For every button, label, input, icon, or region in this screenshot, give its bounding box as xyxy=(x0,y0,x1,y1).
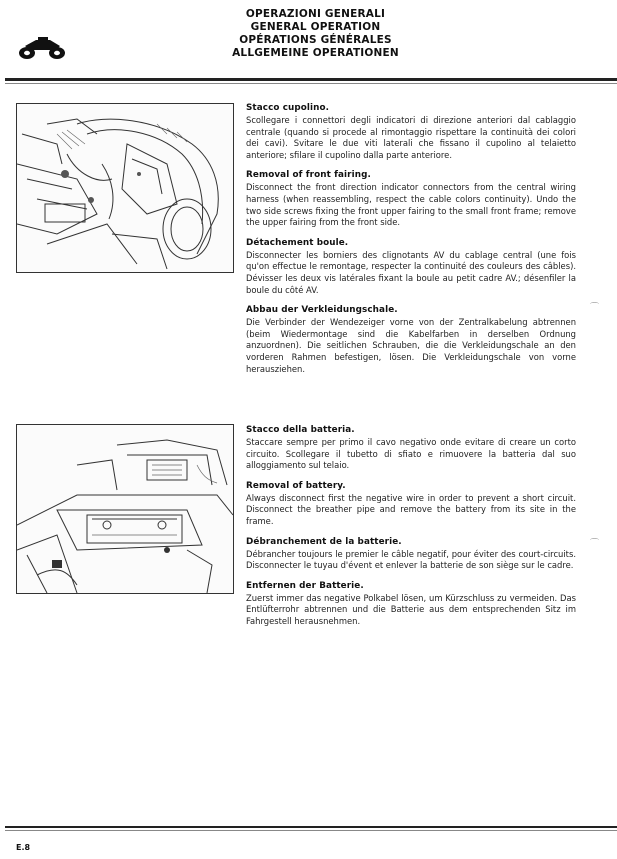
paragraph-en: Disconnect the front direction indicator connectors from the central wiring harness (when reassembling, respect the cable colors continuity). Undo the two side screws fixing the front upper fairing to the small front frame; remove the upper fairing from the front side. xyxy=(246,182,576,228)
heading-en: Removal of front fairing. xyxy=(246,170,371,181)
section-front-fairing xyxy=(246,102,576,375)
heading-fr: Débranchement de la batterie. xyxy=(246,536,402,547)
top-divider xyxy=(5,78,617,81)
paragraph-fr: Débrancher toujours le premier le câble negatif, pour éviter des court-circuits. Disconnecter le tuyau d'évent et enlever la batterie de son siège sur le cadre. xyxy=(246,548,576,571)
page-number: E.8 xyxy=(16,843,31,852)
front-fairing-illustration xyxy=(16,103,234,273)
title-it: OPERAZIONI GENERALI xyxy=(245,8,386,20)
heading-fr: Détachement boule. xyxy=(246,237,349,248)
bottom-divider-thin xyxy=(5,830,617,831)
battery-compartment-illustration xyxy=(16,424,234,594)
battery-drawing xyxy=(17,425,233,593)
paragraph-fr: Disconnecter les borniers des clignotants AV du cablage central (une fois qu'on effectue le remontage, respecter la continuité des couleurs des câbles). Dévisser les deux vis latérales fixant la boule au petit cadre AV.; désenfiler la boule du côté AV. xyxy=(246,249,576,295)
title-fr: OPÉRATIONS GÉNÉRALES xyxy=(239,34,392,46)
bottom-divider xyxy=(5,826,617,828)
paragraph-de: Die Verbinder der Wendezeiger vorne von der Zentralkabelung abtrennen (beim Wiedermontage sind die Kabelfarben in derselben Ordnung anzuordnen). Die seitlichen Schrauben, die die Verkleidungschale an den vorderen Rahmen befestigen, lösen. Die Verkleidungschale von vorne herausziehen. xyxy=(246,317,576,374)
section-battery xyxy=(246,424,576,628)
heading-de: Entfernen der Batterie. xyxy=(246,580,364,591)
paragraph-it: Scollegare i connettori degli indicatori di direzione anteriori dal cablaggio centrale (quando si procede al rimontaggio rispettare la continuità dei colori dei cavi). Svitare le due viti laterali che fissano il cupolino al telaietto anteriore; sfilare il cupolino dalla parte anteriore. xyxy=(246,115,576,160)
heading-it: Stacco della batteria. xyxy=(246,425,355,435)
top-divider-thin xyxy=(5,83,617,84)
margin-mark: ⌒ xyxy=(590,539,600,549)
heading-en: Removal of battery. xyxy=(246,480,346,491)
paragraph-de: Zuerst immer das negative Polkabel lösen, um Kürzschluss zu vermeiden. Das Entlüfterrohr abtrennen und die Batterie aus dem entsprechenden Sitz im Fahrgestell herausnehmen. xyxy=(246,592,576,626)
paragraph-it: Staccare sempre per primo il cavo negativo onde evitare di creare un corto circuito. Scollegare il tubetto di sfiato e rimuovere la batteria dal suo alloggiamento sul telaio. xyxy=(246,437,576,471)
paragraph-en: Always disconnect first the negative wire in order to prevent a short circuit. Disconnect the breather pipe and remove the battery from its site in the frame. xyxy=(246,492,576,526)
front-fairing-drawing xyxy=(17,104,233,272)
heading-de: Abbau der Verkleidungschale. xyxy=(246,305,398,316)
title-en: GENERAL OPERATION xyxy=(250,21,381,33)
title-de: ALLGEMEINE OPERATIONEN xyxy=(232,47,399,59)
heading-it: Stacco cupolino. xyxy=(246,103,330,113)
margin-mark: ⌒ xyxy=(590,303,600,313)
page-header xyxy=(0,8,617,60)
motorcycle-icon xyxy=(16,34,68,60)
